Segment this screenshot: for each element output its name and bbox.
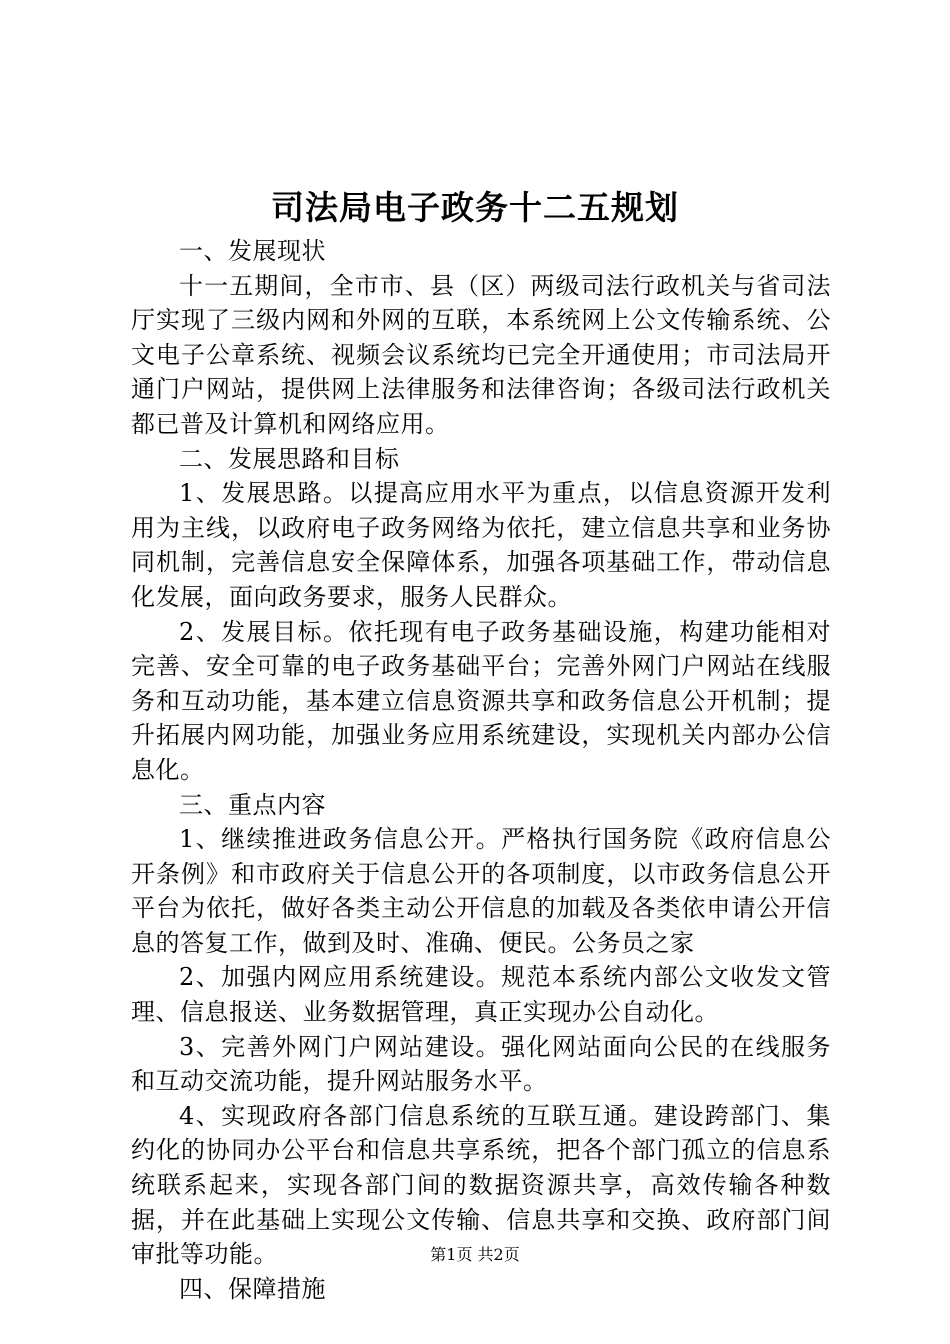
page-footer: 第1页 共2页 (430, 1245, 520, 1264)
section-heading: 三、重点内容 (179, 790, 326, 819)
paragraph: 1、继续推进政务信息公开。严格执行国务院《政府信息公开条例》和市政府关于信息公开的各项制度，以市政务信息公开平台为依托，做好各类主动公开信息的加载及各类依申请公开信息的答复工作，做到及时、准确、便民。公务员之家 (131, 825, 831, 957)
paragraph: 2、发展目标。依托现有电子政务基础设施，构建功能相对完善、安全可靠的电子政务基础平台；完善外网门户网站在线服务和互动功能，基本建立信息资源共享和政务信息公开机制；提升拓展内网功能，加强业务应用系统建设，实现机关内部办公信息化。 (131, 617, 831, 784)
document-title: 司法局电子政务十二五规划 (271, 188, 679, 227)
paragraph: 3、完善外网门户网站建设。强化网站面向公民的在线服务和互动交流功能，提升网站服务水平。 (131, 1032, 831, 1096)
paragraph: 4、实现政府各部门信息系统的互联互通。建设跨部门、集约化的协同办公平台和信息共享系统，把各个部门孤立的信息系统联系起来，实现各部门间的数据资源共享，高效传输各种数据，并在此基础上实现公文传输、信息共享和交换、政府部门间审批等功能。 (131, 1101, 831, 1269)
section-heading: 一、发展现状 (179, 237, 326, 265)
paragraph: 1、发展思路。以提高应用水平为重点，以信息资源开发利用为主线，以政府电子政务网络为依托，建立信息共享和业务协同机制，完善信息安全保障体系，加强各项基础工作，带动信息化发展，面向政务要求，服务人民群众。 (131, 479, 831, 611)
paragraph: 2、加强内网应用系统建设。规范本系统内部公文收发文管理、信息报送、业务数据管理，真正实现办公自动化。 (131, 963, 831, 1027)
section-heading: 四、保障措施 (179, 1274, 326, 1303)
paragraph: 十一五期间，全市市、县（区）两级司法行政机关与省司法厅实现了三级内网和外网的互联，本系统网上公文传输系统、公文电子公章系统、视频会议系统均已完全开通使用；市司法局开通门户网站，提供网上法律服务和法律咨询；各级司法行政机关都已普及计算机和网络应用。 (131, 271, 831, 438)
document-body (131, 234, 831, 1306)
section-heading: 二、发展思路和目标 (179, 444, 400, 473)
